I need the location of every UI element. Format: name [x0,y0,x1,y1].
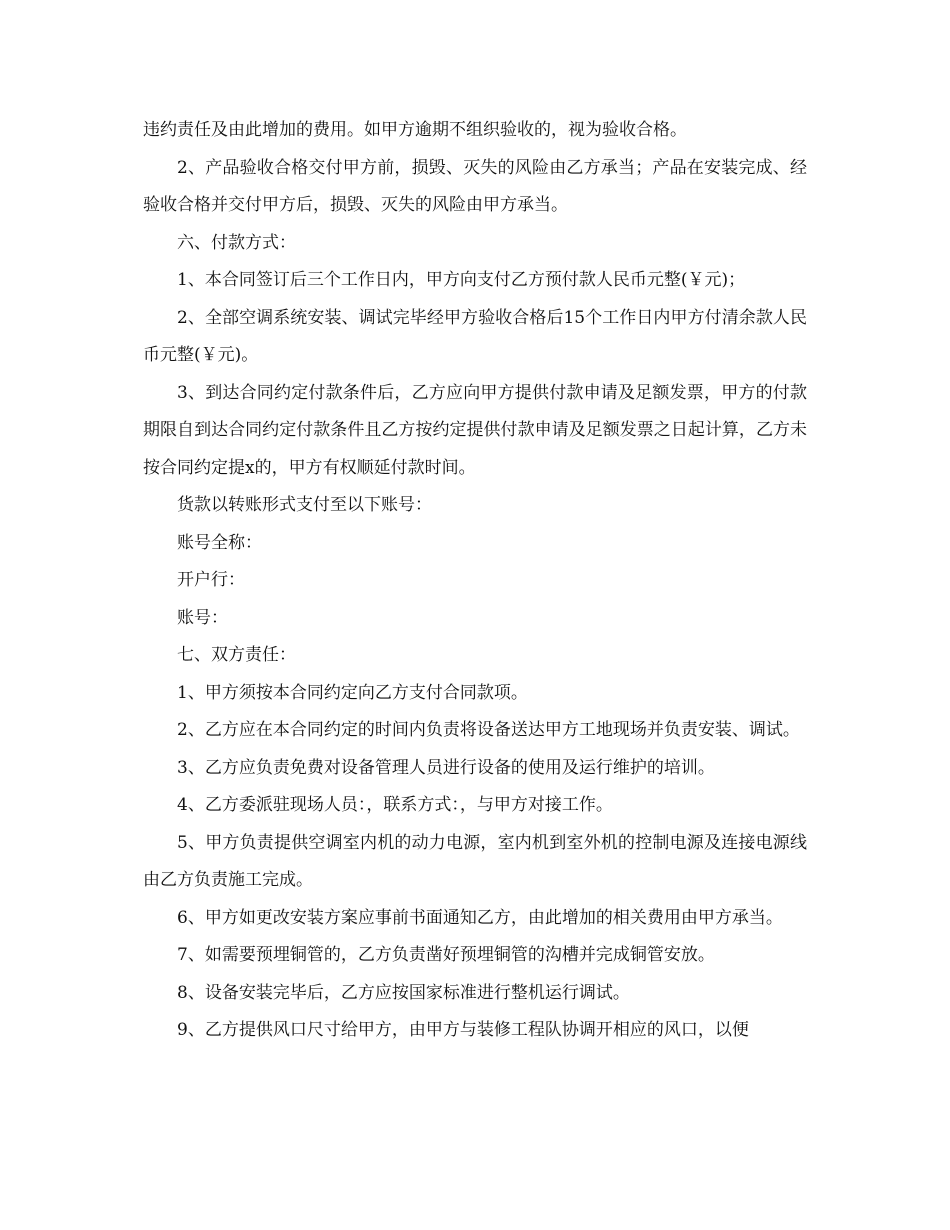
section-heading-payment: 六、付款方式： [177,232,296,253]
paragraph-duty-3: 3、乙方应负责免费对设备管理人员进行设备的使用及运行维护的培训。 [177,757,715,778]
paragraph-duty-1: 1、甲方须按本合同约定向乙方支付合同款项。 [177,682,528,703]
paragraph-liability-cont: 违约责任及由此增加的费用。如甲方逾期不组织验收的，视为验收合格。 [143,120,687,140]
paragraph-duty-7: 7、如需要预埋铜管的，乙方负责凿好预埋铜管的沟槽并完成铜管安放。 [177,945,715,965]
paragraph-duty-4: 4、乙方委派驻现场人员：，联系方式：，与甲方对接工作。 [177,795,613,815]
paragraph-transfer-account: 货款以转账形式支付至以下账号： [177,495,432,515]
contract-text-body [143,112,807,1050]
field-account-name: 账号全称： [177,532,262,553]
paragraph-payment-terms: 3、到达合同约定付款条件后，乙方应向甲方提供付款申请及足额发票，甲方的付款期限自到达合同约定付款条件且乙方按约定提供付款申请及足额发票之日起计算，乙方未按合同约定提x的，甲方有权顺延付款时间。 [143,382,807,478]
paragraph-prepayment: 1、本合同签订后三个工作日内，甲方向支付乙方预付款人民币元整(￥元)； [177,270,746,290]
paragraph-duty-5: 5、甲方负责提供空调室内机的动力电源，室内机到室外机的控制电源及连接电源线由乙方负责施工完成。 [143,832,807,890]
field-account-number: 账号： [177,607,228,628]
paragraph-risk-transfer: 2、产品验收合格交付甲方前，损毁、灭失的风险由乙方承当；产品在安装完成、经验收合格并交付甲方后，损毁、灭失的风险由甲方承当。 [143,157,807,215]
section-heading-responsibilities: 七、双方责任： [177,645,296,665]
paragraph-duty-8: 8、设备安装完毕后，乙方应按国家标准进行整机运行调试。 [177,982,630,1003]
field-bank: 开户行： [177,570,245,590]
paragraph-duty-9: 9、乙方提供风口尺寸给甲方，由甲方与装修工程队协调开相应的风口，以便 [177,1020,749,1040]
paragraph-duty-6: 6、甲方如更改安装方案应事前书面通知乙方，由此增加的相关费用由甲方承当。 [177,907,783,928]
paragraph-balance-payment: 2、全部空调系统安装、调试完毕经甲方验收合格后15个工作日内甲方付清余款人民币元整(￥元)。 [143,307,807,365]
paragraph-duty-2: 2、乙方应在本合同约定的时间内负责将设备送达甲方工地现场并负责安装、调试。 [177,720,800,740]
